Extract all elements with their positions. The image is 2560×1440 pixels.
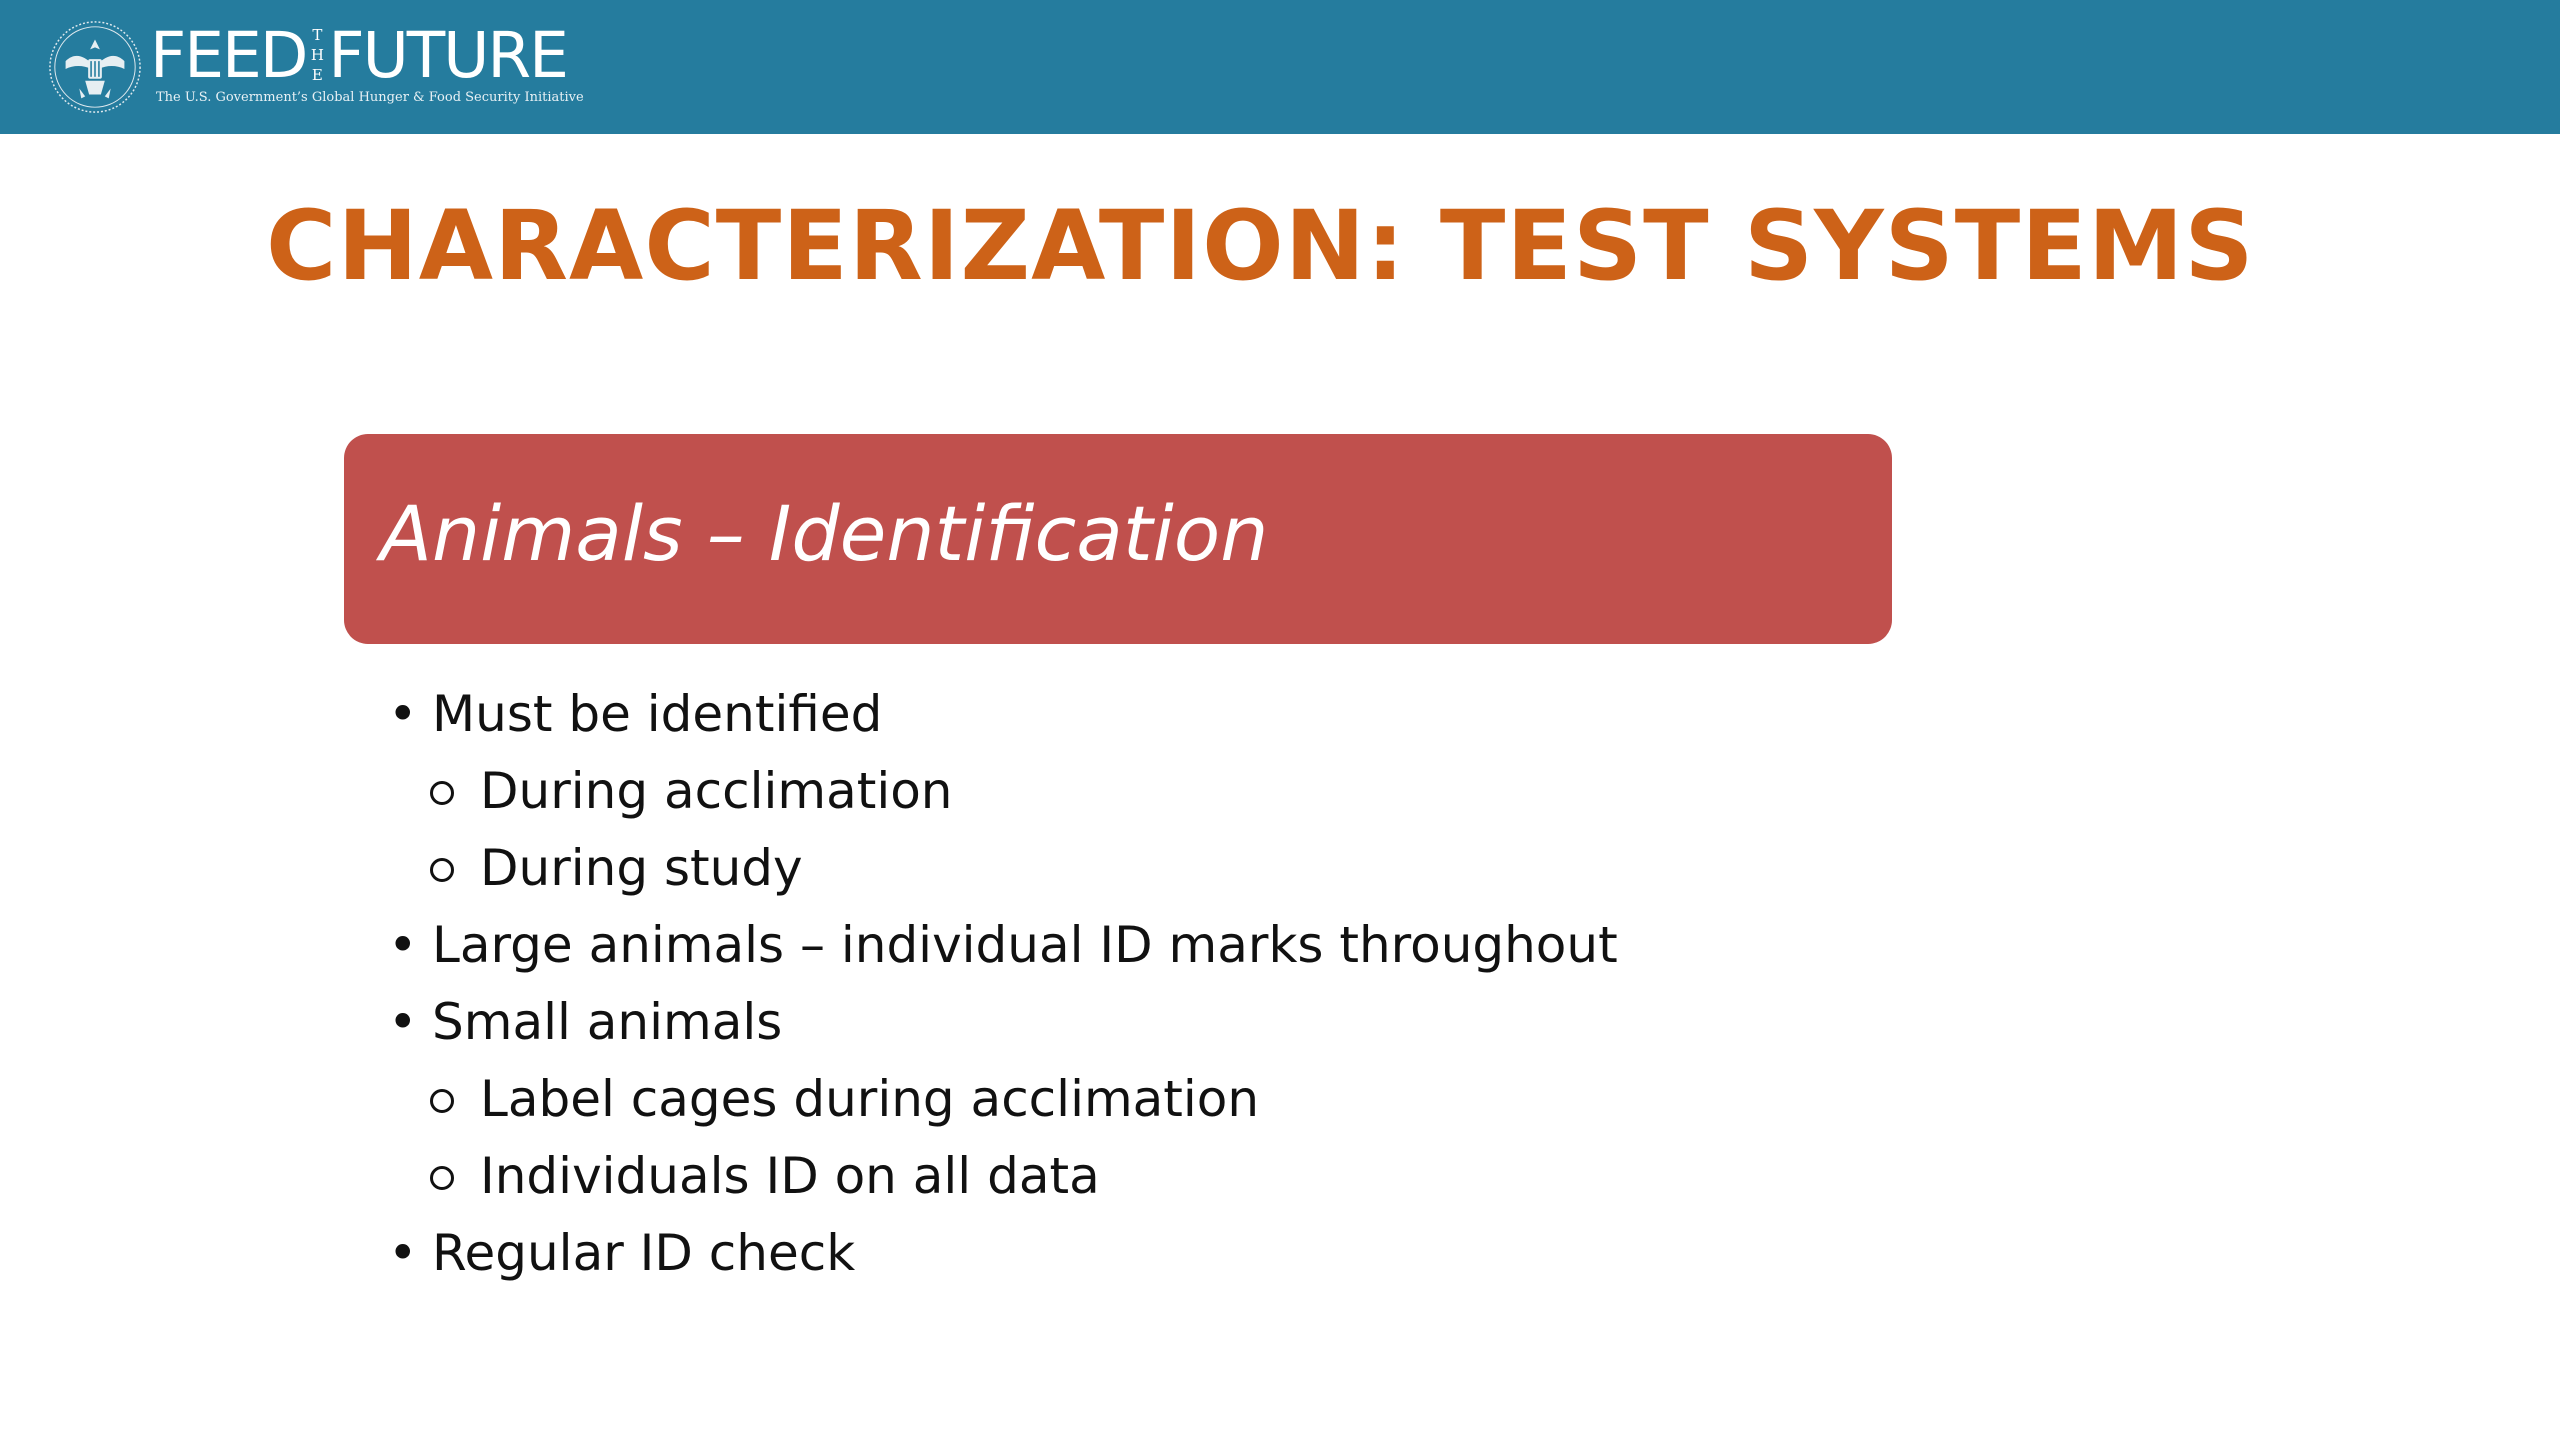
header-bar: [0, 0, 2560, 134]
bullet-dot-icon: •: [388, 993, 418, 1051]
logo-word-future: FUTURE: [328, 19, 567, 92]
slide-title: CHARACTERIZATION: TEST SYSTEMS: [266, 190, 2255, 302]
bullet-text: Regular ID check: [432, 1224, 856, 1282]
bullet-dot-icon: •: [388, 1224, 418, 1282]
bullet-dot-icon: •: [388, 685, 418, 743]
section-heading: Animals – Identification: [380, 489, 1269, 578]
bullet-text: During acclimation: [480, 762, 953, 820]
section-header-box: [344, 434, 1892, 644]
feed-the-future-logo: [150, 18, 610, 118]
bullet-text: Label cages during acclimation: [480, 1070, 1260, 1128]
logo-tagline: The U.S. Government’s Global Hunger & Food Security Initiative: [156, 90, 584, 105]
bullet-item: [388, 990, 783, 1054]
bullet-text: Large animals – individual ID marks throughout: [432, 916, 1618, 974]
logo-word-the: T H E: [310, 26, 324, 84]
bullet-text: Must be identified: [432, 685, 883, 743]
bullet-text: During study: [480, 839, 803, 897]
bullet-item: [388, 913, 1618, 977]
bullet-text: Small animals: [432, 993, 783, 1051]
sub-bullet-item: [480, 759, 953, 823]
us-great-seal-icon: [46, 18, 144, 116]
sub-bullet-item: [480, 836, 803, 900]
hollow-circle-bullet-icon: [430, 1089, 454, 1113]
bullet-text: Individuals ID on all data: [480, 1147, 1100, 1205]
bullet-dot-icon: •: [388, 916, 418, 974]
hollow-circle-bullet-icon: [430, 858, 454, 882]
sub-bullet-item: [480, 1067, 1259, 1131]
bullet-item: [388, 1221, 856, 1285]
hollow-circle-bullet-icon: [430, 1166, 454, 1190]
logo-word-feed: FEED: [150, 19, 307, 92]
hollow-circle-bullet-icon: [430, 781, 454, 805]
sub-bullet-item: [480, 1144, 1100, 1208]
bullet-item: [388, 682, 883, 746]
logo-wordmark: [150, 18, 567, 94]
